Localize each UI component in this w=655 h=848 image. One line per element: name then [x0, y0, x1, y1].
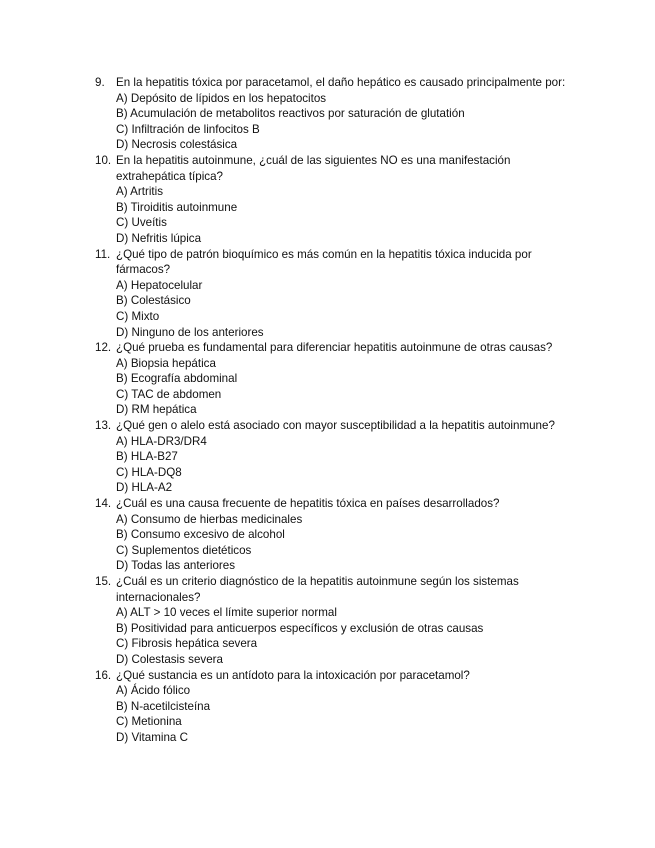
answer-option: B) Positividad para anticuerpos específicos y exclusión de otras causas [116, 621, 484, 635]
answer-option: B) N-acetilcisteína [116, 699, 211, 713]
answer-option: D) Vitamina C [116, 730, 188, 744]
question-12 [0, 340, 655, 418]
question-text-continuation: fármacos? [116, 263, 171, 277]
question-number: 13. [95, 419, 112, 433]
question-text: ¿Qué prueba es fundamental para diferenciar hepatitis autoinmune de otras causas? [116, 341, 553, 355]
question-11 [0, 247, 655, 341]
answer-option: C) Uveítis [116, 216, 167, 230]
question-number: 10. [95, 153, 112, 167]
answer-option: B) Consumo excesivo de alcohol [116, 528, 285, 542]
answer-option: C) HLA-DQ8 [116, 465, 182, 479]
answer-option: A) Biopsia hepática [116, 356, 216, 370]
answer-option: A) Ácido fólico [116, 684, 191, 698]
question-number: 14. [95, 497, 112, 511]
question-9 [0, 75, 655, 153]
answer-option: D) Ninguno de los anteriores [116, 325, 264, 339]
answer-option: D) Todas las anteriores [116, 559, 235, 573]
question-text: ¿Qué sustancia es un antídoto para la intoxicación por paracetamol? [116, 668, 470, 682]
answer-option: D) Nefritis lúpica [116, 231, 202, 245]
answer-option: C) Fibrosis hepática severa [116, 637, 258, 651]
answer-option: C) Suplementos dietéticos [116, 543, 252, 557]
question-10 [0, 153, 655, 247]
document-page [0, 75, 655, 746]
question-number: 9. [95, 76, 105, 89]
answer-option: D) RM hepática [116, 403, 197, 417]
question-number: 16. [95, 668, 112, 682]
question-13 [0, 418, 655, 496]
answer-option: D) Colestasis severa [116, 652, 223, 666]
question-text: En la hepatitis autoinmune, ¿cuál de las siguientes NO es una manifestación [116, 153, 511, 167]
answer-option: B) Acumulación de metabolitos reactivos por saturación de glutatión [116, 107, 465, 121]
answer-option: C) Metionina [116, 715, 182, 729]
question-number: 15. [95, 575, 112, 588]
answer-option: A) Consumo de hierbas medicinales [116, 512, 303, 526]
answer-option: C) Infiltración de linfocitos B [116, 122, 260, 136]
question-text-continuation: internacionales? [116, 590, 201, 604]
answer-option: A) Artritis [116, 185, 164, 199]
answer-option: D) Necrosis colestásica [116, 138, 238, 152]
answer-option: A) HLA-DR3/DR4 [116, 434, 207, 448]
answer-option: A) Depósito de lípidos en los hepatocitos [116, 91, 327, 105]
question-text: ¿Qué tipo de patrón bioquímico es más común en la hepatitis tóxica inducida por [116, 247, 532, 261]
question-text: ¿Cuál es un criterio diagnóstico de la hepatitis autoinmune según los sistemas [116, 575, 519, 588]
question-14 [0, 496, 655, 574]
answer-option: B) HLA-B27 [116, 450, 178, 464]
question-15 [0, 574, 655, 668]
answer-option: B) Ecografía abdominal [116, 372, 238, 386]
answer-option: C) Mixto [116, 309, 160, 323]
question-text: ¿Cuál es una causa frecuente de hepatitis tóxica en países desarrollados? [116, 497, 500, 511]
answer-option: D) HLA-A2 [116, 481, 173, 495]
answer-option: B) Tiroiditis autoinmune [116, 200, 238, 214]
answer-option: A) ALT > 10 veces el límite superior normal [116, 606, 337, 620]
question-number: 12. [95, 341, 112, 355]
answer-option: C) TAC de abdomen [116, 387, 222, 401]
question-number: 11. [95, 247, 111, 261]
answer-option: B) Colestásico [116, 294, 191, 308]
answer-option: A) Hepatocelular [116, 278, 203, 292]
question-text-continuation: extrahepática típica? [116, 169, 223, 183]
question-text: En la hepatitis tóxica por paracetamol, el daño hepático es causado principalmente por: [116, 76, 566, 89]
question-text: ¿Qué gen o alelo está asociado con mayor susceptibilidad a la hepatitis autoinmune? [116, 419, 555, 433]
question-16 [0, 668, 655, 746]
